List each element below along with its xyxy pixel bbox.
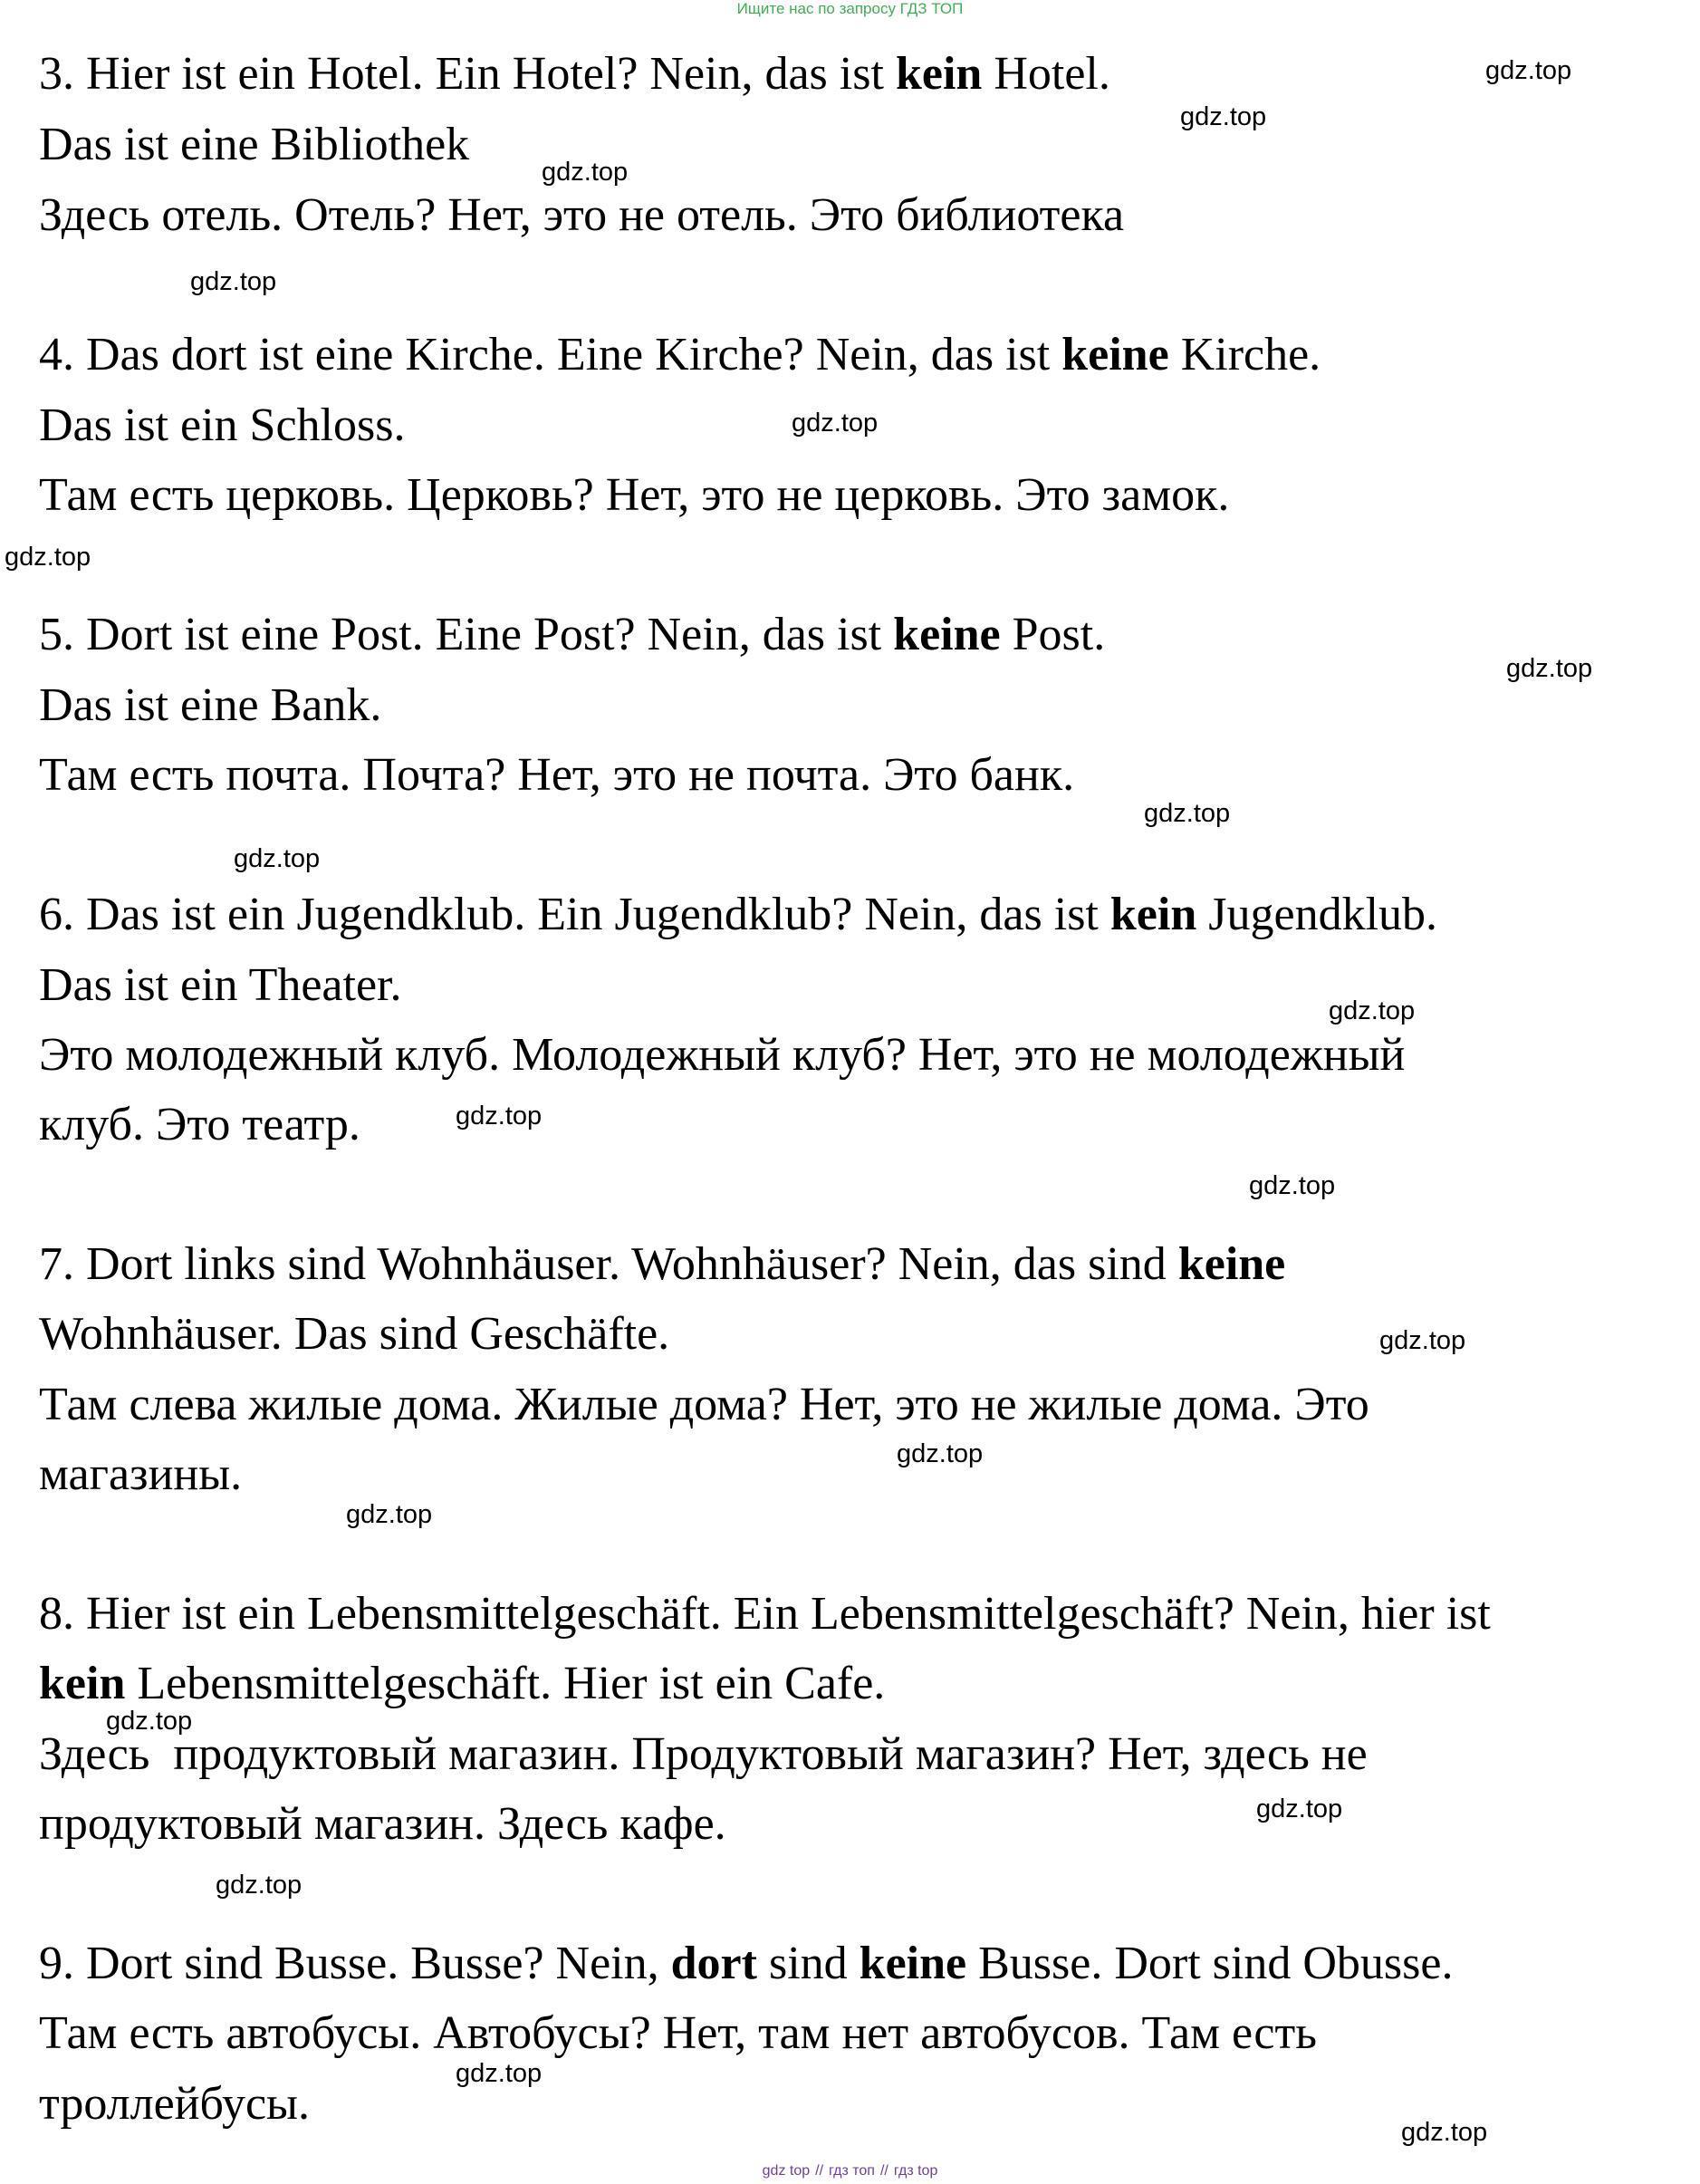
bold-word: dort — [670, 1938, 757, 1989]
line-text: продуктовый магазин. Здесь кафе. — [39, 1798, 726, 1850]
text-line — [39, 118, 469, 172]
line-text: Busse. Dort sind Obusse. — [966, 1938, 1454, 1989]
text-line — [39, 1448, 242, 1502]
watermark: gdz.top — [1249, 1171, 1336, 1200]
header-search-link[interactable]: Ищите нас по запросу ГДЗ ТОП — [736, 0, 964, 17]
watermark: gdz.top — [1485, 56, 1572, 85]
watermark: gdz.top — [5, 543, 91, 572]
text-line — [39, 678, 381, 733]
line-text: 9. Dort sind Busse. Busse? Nein, — [39, 1938, 671, 1989]
watermark: gdz.top — [216, 1871, 303, 1900]
watermark: gdz.top — [1401, 2118, 1488, 2147]
bold-word: kein — [39, 1658, 126, 1709]
watermark: gdz.top — [897, 1439, 984, 1468]
watermark: gdz.top — [1180, 102, 1267, 131]
line-text: Hotel. — [982, 48, 1110, 100]
text-line — [39, 958, 402, 1013]
line-text: магазины. — [39, 1448, 243, 1500]
text-line — [39, 47, 1110, 101]
text-line — [39, 1028, 1405, 1082]
line-text: Здесь продуктовый магазин. Продуктовый магазин? Нет, здесь не — [39, 1728, 1368, 1780]
watermark: gdz.top — [456, 1102, 543, 1130]
watermark: gdz.top — [542, 158, 629, 187]
footer-link[interactable]: гдз топ — [829, 2163, 875, 2179]
watermark: gdz.top — [792, 409, 879, 438]
text-line — [39, 1937, 1453, 1991]
line-text: 4. Das dort ist eine Kirche. Eine Kirche? Nein, das ist — [39, 329, 1062, 380]
text-line — [39, 1307, 669, 1361]
line-text: Там слева жилые дома. Жилые дома? Нет, это не жилые дома. Это — [39, 1379, 1369, 1430]
line-text: 7. Dort links sind Wohnhäuser. Wohnhäuser? Nein, das sind — [39, 1238, 1178, 1290]
watermark: gdz.top — [234, 844, 321, 873]
bold-word: kein — [1109, 889, 1197, 940]
footer-link[interactable]: гдз top — [893, 2163, 938, 2179]
text-line — [39, 1797, 726, 1852]
line-text: Kirche. — [1168, 329, 1321, 380]
footer-links — [0, 2162, 1700, 2180]
text-line — [39, 399, 405, 453]
watermark: gdz.top — [346, 1500, 433, 1529]
line-text: 3. Hier ist ein Hotel. Ein Hotel? Nein, das ist — [39, 48, 896, 100]
bold-word: kein — [895, 48, 983, 100]
line-text: Wohnhäuser. Das sind Geschäfte. — [39, 1308, 670, 1360]
watermark: gdz.top — [1256, 1794, 1343, 1823]
line-text: Post. — [1000, 609, 1106, 660]
text-line — [39, 2077, 310, 2131]
text-line — [39, 2006, 1317, 2061]
line-text: Это молодежный клуб. Молодежный клуб? Нет, это не молодежный — [39, 1029, 1406, 1081]
line-text: 5. Dort ist eine Post. Eine Post? Nein, das ist — [39, 609, 894, 660]
line-text: Здесь отель. Отель? Нет, это не отель. Это библиотека — [39, 189, 1125, 241]
text-line — [39, 188, 1124, 243]
footer-link[interactable]: gdz top — [762, 2163, 811, 2179]
line-text: троллейбусы. — [39, 2078, 310, 2130]
text-line — [39, 1098, 360, 1152]
watermark: gdz.top — [1144, 799, 1231, 828]
watermark: gdz.top — [1379, 1326, 1466, 1355]
line-text: Das ist eine Bank. — [39, 679, 382, 731]
line-text: Там есть церковь. Церковь? Нет, это не церковь. Это замок. — [39, 469, 1230, 521]
watermark: gdz.top — [1506, 654, 1593, 683]
line-text: Das ist ein Schloss. — [39, 399, 406, 451]
text-line — [39, 328, 1321, 382]
bold-word: keine — [1061, 329, 1169, 380]
text-line — [39, 1378, 1369, 1432]
line-text: Das ist ein Theater. — [39, 959, 402, 1011]
bold-word: keine — [1177, 1238, 1286, 1290]
text-line — [39, 468, 1229, 523]
watermark: gdz.top — [1329, 996, 1416, 1025]
text-line — [39, 608, 1105, 662]
text-line — [39, 748, 1074, 803]
bold-word: keine — [893, 609, 1001, 660]
text-line — [39, 1587, 1491, 1641]
line-text: Там есть почта. Почта? Нет, это не почта. Это банк. — [39, 749, 1075, 801]
line-text: sind — [756, 1938, 860, 1989]
footer-separator: // — [815, 2163, 824, 2179]
watermark: gdz.top — [190, 267, 277, 296]
text-line — [39, 1237, 1285, 1292]
text-line — [39, 888, 1437, 942]
line-text: 6. Das ist ein Jugendklub. Ein Jugendklub? Nein, das ist — [39, 889, 1110, 940]
text-line — [39, 1657, 885, 1711]
line-text: Das ist eine Bibliothek — [39, 119, 470, 170]
line-text: Jugendklub. — [1196, 889, 1438, 940]
watermark: gdz.top — [106, 1707, 193, 1736]
text-line — [39, 1727, 1368, 1782]
bold-word: keine — [859, 1938, 967, 1989]
line-text: Lebensmittelgeschäft. Hier ist ein Cafe. — [125, 1658, 886, 1709]
line-text: Там есть автобусы. Автобусы? Нет, там нет автобусов. Там есть — [39, 2007, 1317, 2059]
watermark: gdz.top — [456, 2059, 543, 2088]
line-text: 8. Hier ist ein Lebensmittelgeschäft. Ein Lebensmittelgeschäft? Nein, hier ist — [39, 1588, 1491, 1640]
footer-separator: // — [879, 2163, 888, 2179]
line-text: клуб. Это театр. — [39, 1099, 360, 1150]
